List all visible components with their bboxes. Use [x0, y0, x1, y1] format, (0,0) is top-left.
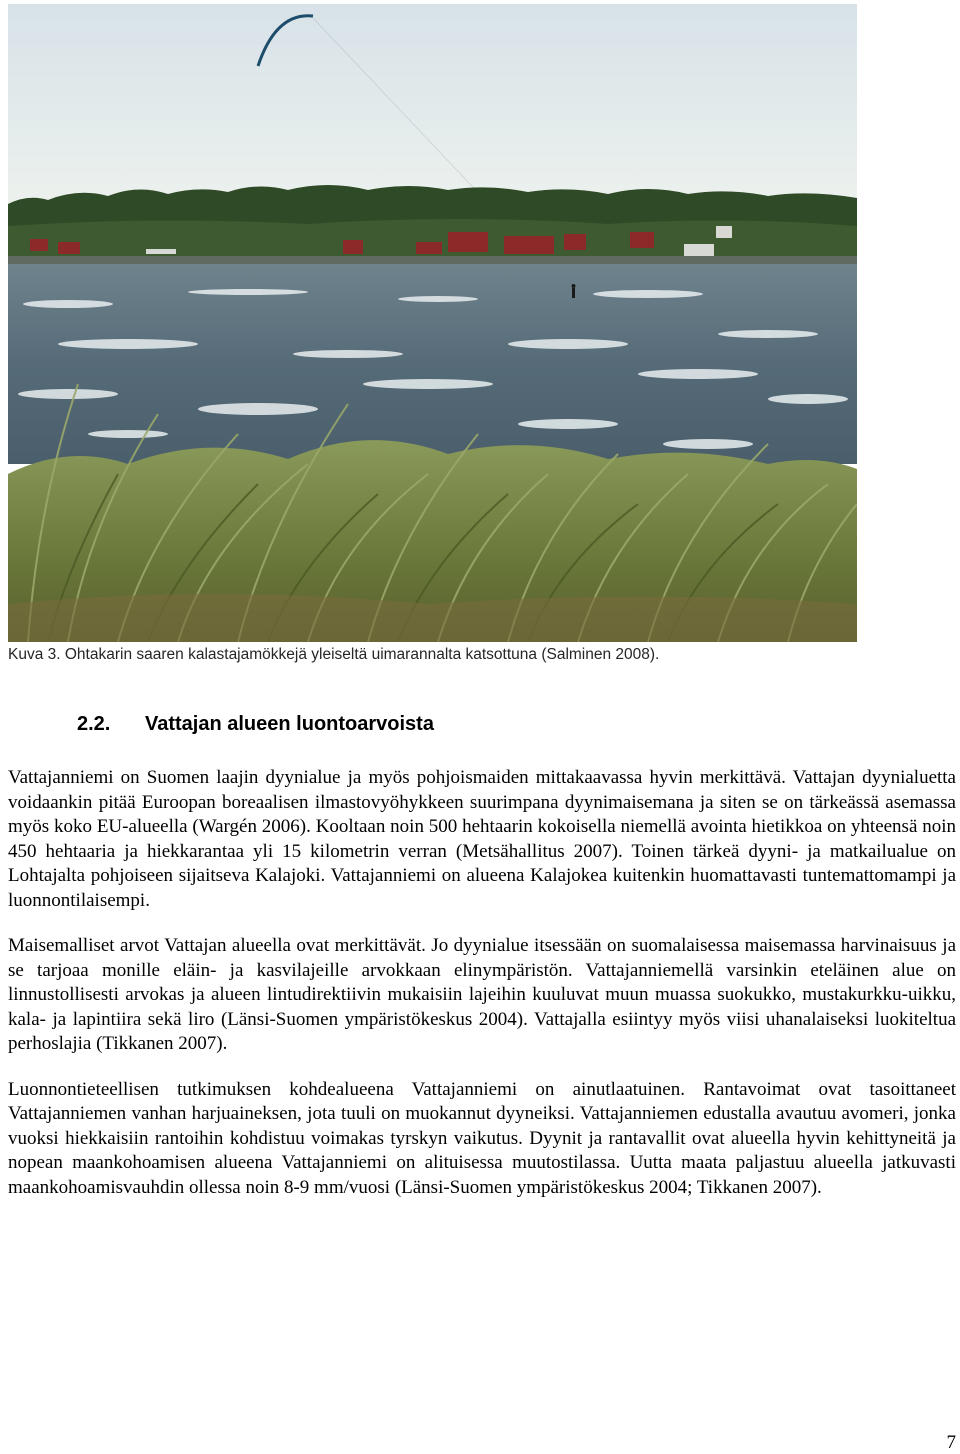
- section-number: 2.2.: [77, 713, 111, 735]
- paragraph-dyynialue: Vattajanniemi on Suomen laajin dyynialue ja myös pohjoismaiden mittakaavassa hyvin merkittävä. Vattajan dyynialuetta voidaankin pitää Euroopan boreaalisen ilmastovyöhykkeen suurimpana dyynimaisemana ja siten se on tärkeässä asemassa myös koko EU-alueella (Wargén 2006). Kooltaan noin 500 hehtaarin kokoisella niemellä avointa hietikkoa on yhteensä noin 450 hehtaaria ja hiekkarantaa yli 15 kilometrin verran (Metsähallitus 2007). Toinen tärkeä dyyni- ja matkailualue on Lohtajalta pohjoiseen sijaitseva Kalajoki. Vattajanniemi on alueena Kalajokea kuitenkin huomattavasti tuntemattomampi ja luonnontilaisempi.: [8, 767, 956, 911]
- body-text: [8, 766, 956, 1221]
- figure-caption: Kuva 3. Ohtakarin saaren kalastajamökkejä yleiseltä uimarannalta katsottuna (Salminen 2008).: [8, 646, 660, 663]
- section-title: Vattajan alueen luontoarvoista: [145, 713, 434, 735]
- sky: [8, 4, 857, 219]
- kitesurfer: [572, 284, 576, 298]
- figure-photo-kalastajamokit: [8, 4, 857, 642]
- paragraph-maisemalliset-arvot: Maisemalliset arvot Vattajan alueella ovat merkittävät. Jo dyynialue itsessään on suomalaisessa maisemassa harvinaisuus ja se tarjoaa monille eläin- ja kasvilajeille arvokkaan elinympäristön. Vattajanniemellä varsinkin eteläinen alue on linnustollisesti arvokas ja alueen lintudirektiivin mukaisiin lajeihin kuuluvat muun muassa suokukko, mustakurkku-uikku, kala- ja lapintiira sekä liro (Länsi-Suomen ympäristökeskus 2004). Vattajalla esiintyy myös viisi uhanalaiseksi luokiteltua perhoslajia (Tikkanen 2007).: [8, 935, 956, 1054]
- page-number: 7: [946, 1432, 956, 1453]
- section-heading: [77, 710, 434, 738]
- paragraph-luonnontieteellinen: Luonnontieteellisen tutkimuksen kohdealueena Vattajanniemi on ainutlaatuinen. Rantavoimat ovat tasoittaneet Vattajanniemen vanhan harjuaineksen, jota tuuli on muokannut dyyneiksi. Vattajanniemen edustalla avautuu avomeri, jonka vuoksi hiekkaisiin rantoihin kohdistuu voimakas tyrskyn vaikutus. Dyynit ja rantavallit ovat alueella hyvin kehittyneitä ja nopean maankohoamisen alueena Vattajanniemi on alituisessa muutostilassa. Uutta maata paljastuu alueella jatkuvasti maankohoamisvauhdin ollessa noin 8-9 mm/vuosi (Länsi-Suomen ympäristökeskus 2004; Tikkanen 2007).: [8, 1078, 956, 1198]
